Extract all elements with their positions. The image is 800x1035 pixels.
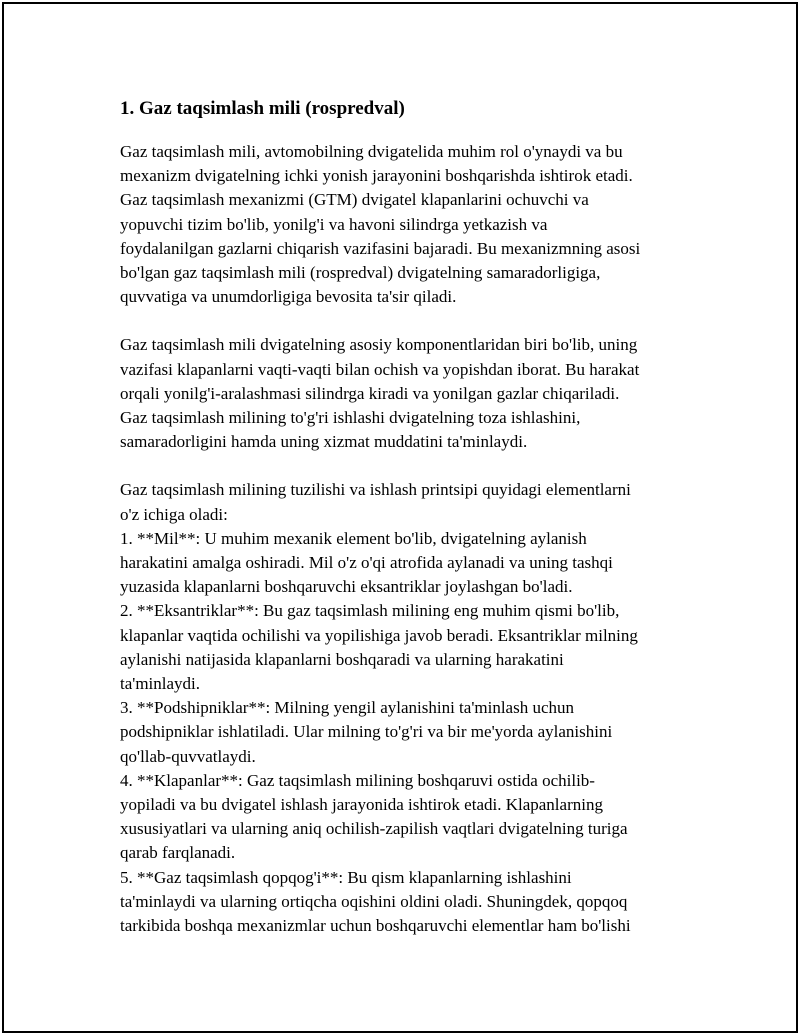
paragraph-intro xyxy=(120,140,700,309)
list-item-line: 3. **Podshipniklar**: Milning yengil aylanishini ta'minlash uchun xyxy=(120,698,575,718)
text-line: foydalanilgan gazlarni chiqarish vazifasini bajaradi. Bu mexanizmning asosi xyxy=(120,238,641,258)
document-content xyxy=(120,96,700,938)
list-item-line: yuzasida klapanlarni boshqaruvchi eksantriklar joylashgan bo'ladi. xyxy=(120,577,573,597)
text-line: mexanizm dvigatelning ichki yonish jarayonini boshqarishda ishtirok etadi. xyxy=(120,166,633,186)
document-page xyxy=(2,2,798,1033)
text-line: Gaz taqsimlash mili, avtomobilning dvigatelida muhim rol o'ynaydi va bu xyxy=(120,142,623,161)
document-heading: 1. Gaz taqsimlash mili (rospredval) xyxy=(120,98,405,119)
paragraph-gap xyxy=(120,309,700,333)
list-item-line: 4. **Klapanlar**: Gaz taqsimlash milining boshqaruvi ostida ochilib- xyxy=(120,770,595,790)
paragraph-gap xyxy=(120,454,700,478)
text-line: Gaz taqsimlash mexanizmi (GTM) dvigatel klapanlarini ochuvchi va xyxy=(120,190,589,210)
text-line: Gaz taqsimlash mili dvigatelning asosiy komponentlaridan biri bo'lib, uning xyxy=(120,335,638,355)
text-line: samaradorligini hamda uning xizmat muddatini ta'minlaydi. xyxy=(120,432,528,452)
list-item-line: yopiladi va bu dvigatel ishlash jarayonida ishtirok etadi. Klapanlarning xyxy=(120,795,603,815)
list-item-line: tarkibida boshqa mexanizmlar uchun boshqaruvchi elementlar ham bo'lishi xyxy=(120,916,631,936)
list-item-line: 5. **Gaz taqsimlash qopqog'i**: Bu qism klapanlarning ishlashini xyxy=(120,867,572,887)
text-line: orqali yonilg'i-aralashmasi silindrga kiradi va yonilgan gazlar chiqariladi. xyxy=(120,383,620,403)
list-item-line: harakatini amalga oshiradi. Mil o'z o'qi atrofida aylanadi va uning tashqi xyxy=(120,553,613,573)
list-item-line: ta'minlaydi. xyxy=(120,674,201,694)
paragraph-structure xyxy=(120,478,700,938)
text-line: Gaz taqsimlash milining to'g'ri ishlashi dvigatelning toza ishlashini, xyxy=(120,408,581,428)
list-item-line: xususiyatlari va ularning aniq ochilish-zapilish vaqtlari dvigatelning turiga xyxy=(120,819,628,839)
text-line: o'z ichiga oladi: xyxy=(120,504,228,524)
list-item-line: qarab farqlanadi. xyxy=(120,843,236,863)
text-line: yopuvchi tizim bo'lib, yonilg'i va havoni silindrga yetkazish va xyxy=(120,214,548,234)
list-item-line: klapanlar vaqtida ochilishi va yopilishiga javob beradi. Eksantriklar milning xyxy=(120,625,638,645)
list-item-line: aylanishi natijasida klapanlarni boshqaradi va ularning harakatini xyxy=(120,649,564,669)
text-line: Gaz taqsimlash milining tuzilishi va ishlash printsipi quyidagi elementlarni xyxy=(120,480,631,500)
text-line: bo'lgan gaz taqsimlash mili (rospredval) dvigatelning samaradorligiga, xyxy=(120,263,601,283)
paragraph-function xyxy=(120,333,700,454)
list-item-line: 2. **Eksantriklar**: Bu gaz taqsimlash milining eng muhim qismi bo'lib, xyxy=(120,601,620,621)
list-item-line: 1. **Mil**: U muhim mexanik element bo'lib, dvigatelning aylanish xyxy=(120,528,587,548)
text-line: vazifasi klapanlarni vaqti-vaqti bilan ochish va yopishdan iborat. Bu harakat xyxy=(120,359,640,379)
list-item-line: podshipniklar ishlatiladi. Ular milning to'g'ri va bir me'yorda aylanishini xyxy=(120,722,613,742)
list-item-line: ta'minlaydi va ularning ortiqcha oqishini oldini oladi. Shuningdek, qopqoq xyxy=(120,891,628,911)
list-item-line: qo'llab-quvvatlaydi. xyxy=(120,746,256,766)
text-line: quvvatiga va unumdorligiga bevosita ta'sir qiladi. xyxy=(120,287,457,307)
